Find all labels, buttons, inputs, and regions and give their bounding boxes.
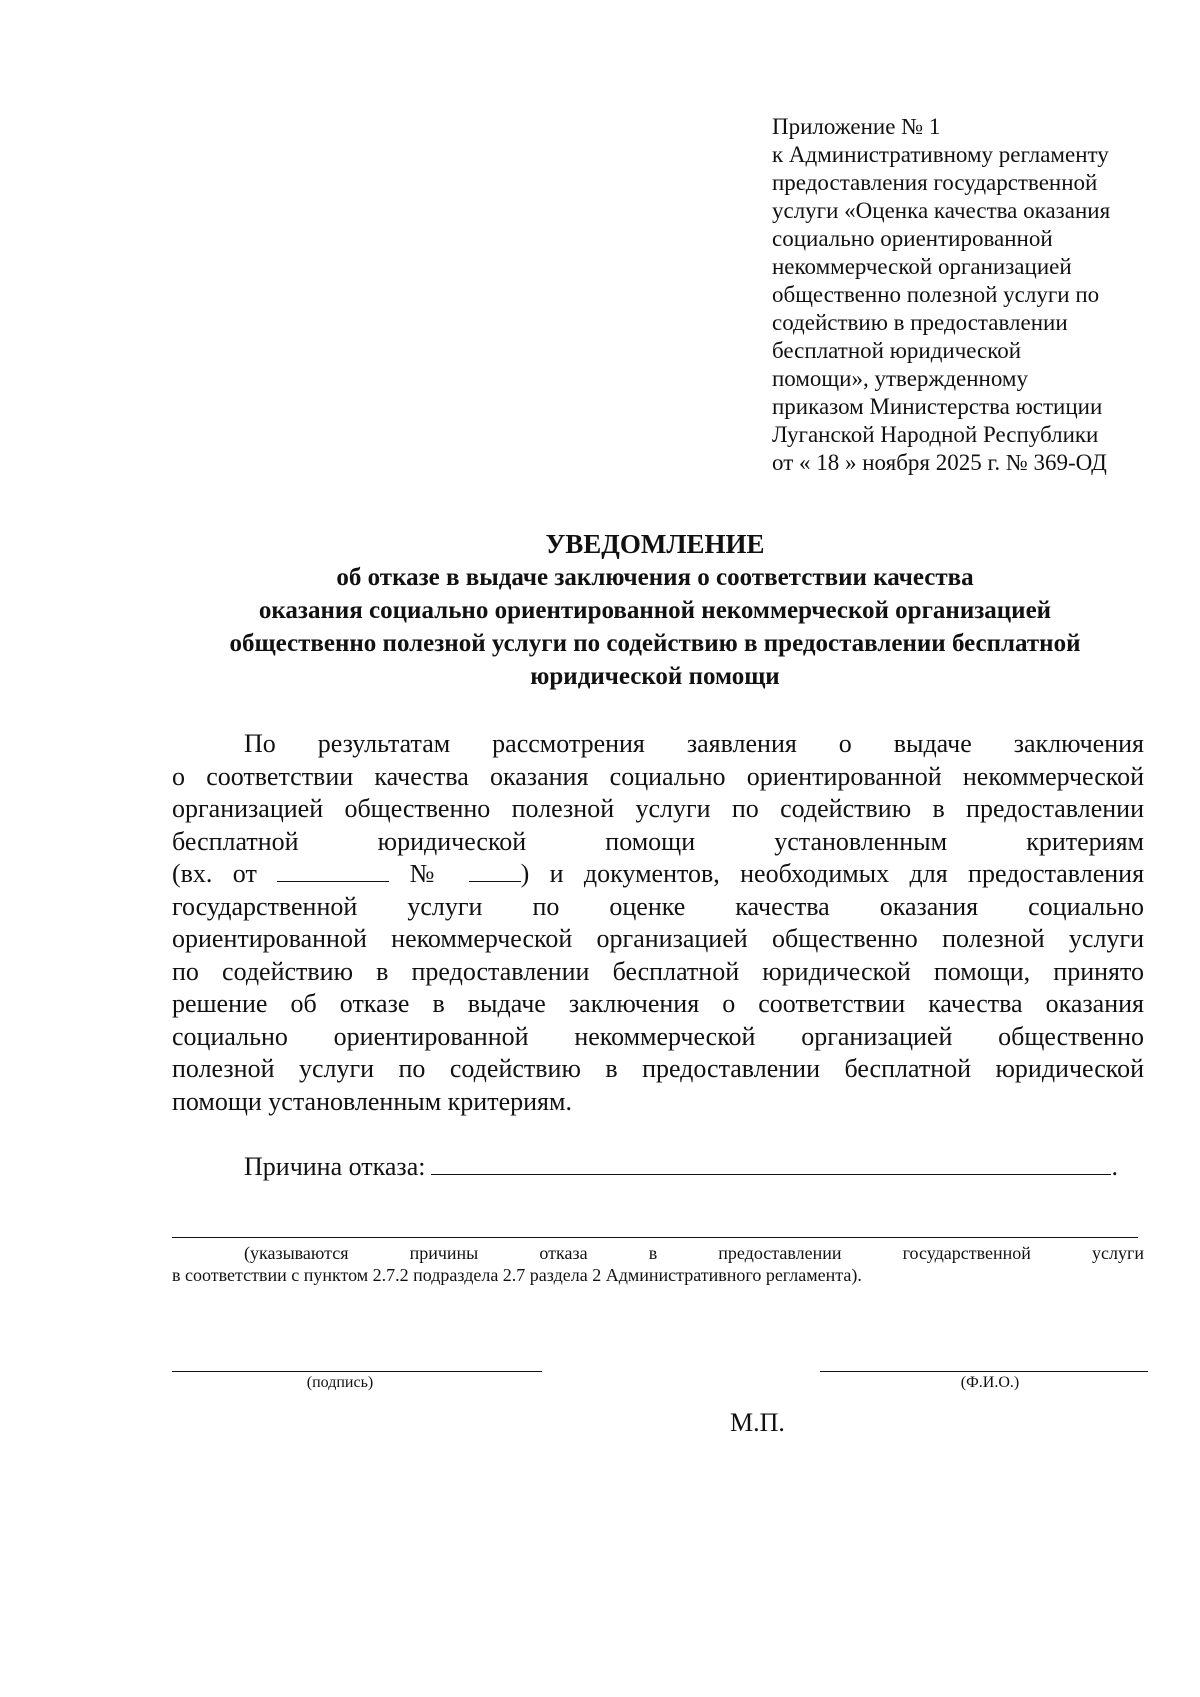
reason-blank[interactable] bbox=[431, 1152, 1111, 1175]
reason-end: . bbox=[1111, 1152, 1118, 1181]
reason-note bbox=[172, 1242, 1144, 1286]
title-sub-line: юридической помощи bbox=[530, 663, 780, 690]
body-line: государственной услуги по оценке качества оказания социально bbox=[172, 891, 1144, 921]
title-main: УВЕДОМЛЕНИЕ bbox=[545, 529, 765, 559]
reason-row bbox=[244, 1150, 1118, 1184]
name-line[interactable] bbox=[820, 1371, 1148, 1372]
ref-suffix: ) и документов, необходимых для предоставления bbox=[520, 859, 1145, 888]
appendix-line: общественно полезной услуги по bbox=[772, 282, 1100, 307]
appendix-line: Луганской Народной Республики bbox=[772, 422, 1099, 447]
appendix-line: к Административному регламенту bbox=[772, 142, 1109, 167]
document-title bbox=[120, 527, 1190, 693]
appendix-line: помощи», утвержденному bbox=[772, 366, 1028, 391]
body-line: социально ориентированной некоммерческой организацией общественно bbox=[172, 1021, 1144, 1051]
name-caption: (Ф.И.О.) bbox=[960, 1374, 1020, 1391]
signature-caption: (подпись) bbox=[306, 1374, 374, 1391]
body-line: о соответствии качества оказания социально ориентированной некоммерческой bbox=[172, 761, 1144, 791]
reason-continuation-line[interactable] bbox=[172, 1237, 1138, 1238]
note-line: (указываются причины отказа в предоставлении государственной услуги bbox=[244, 1243, 1144, 1263]
appendix-line: приказом Министерства юстиции bbox=[772, 394, 1103, 419]
number-blank[interactable] bbox=[469, 859, 521, 882]
reason-label: Причина отказа: bbox=[244, 1152, 426, 1181]
body-paragraph bbox=[172, 728, 1144, 1118]
title-sub-line: общественно полезной услуги по содействию в предоставлении бесплатной bbox=[229, 630, 1081, 657]
appendix-line: бесплатной юридической bbox=[772, 338, 1022, 363]
stamp-place: М.П. bbox=[730, 1408, 785, 1437]
appendix-line: некоммерческой организацией bbox=[772, 254, 1072, 279]
date-blank[interactable] bbox=[277, 859, 389, 882]
signature-line[interactable] bbox=[172, 1371, 542, 1372]
appendix-line: Приложение № 1 bbox=[772, 114, 941, 139]
body-line: помощи установленным критериям. bbox=[172, 1086, 572, 1116]
body-line: ориентированной некоммерческой организацией общественно полезной услуги bbox=[172, 924, 1144, 953]
note-line: в соответствии с пунктом 2.7.2 подраздела 2.7 раздела 2 Административного регламента). bbox=[172, 1265, 862, 1285]
ref-prefix: (вх. от bbox=[172, 859, 257, 888]
body-line: по содействию в предоставлении бесплатной юридической помощи, принято bbox=[172, 956, 1144, 986]
title-sub-line: об отказе в выдаче заключения о соответствии качества bbox=[336, 564, 974, 591]
title-sub-line: оказания социально ориентированной некоммерческой организацией bbox=[258, 597, 1052, 624]
ref-number-sign: № bbox=[409, 859, 449, 888]
body-line: организацией общественно полезной услуги по содействию в предоставлении bbox=[172, 794, 1144, 823]
body-line: решение об отказе в выдаче заключения о соответствии качества оказания bbox=[172, 989, 1144, 1018]
body-ref-line bbox=[172, 858, 1144, 891]
appendix-block bbox=[772, 113, 1172, 477]
appendix-line: социально ориентированной bbox=[772, 226, 1053, 251]
appendix-line: содействию в предоставлении bbox=[772, 310, 1068, 335]
appendix-line: услуги «Оценка качества оказания bbox=[772, 198, 1111, 223]
appendix-line: от « 18 » ноября 2025 г. № 369-ОД bbox=[772, 450, 1107, 475]
body-line: бесплатной юридической помощи установленным критериям bbox=[172, 826, 1144, 856]
body-line: полезной услуги по содействию в предоставлении бесплатной юридической bbox=[172, 1054, 1144, 1083]
body-line: По результатам рассмотрения заявления о выдаче заключения bbox=[244, 729, 1144, 758]
appendix-line: предоставления государственной bbox=[772, 170, 1098, 195]
